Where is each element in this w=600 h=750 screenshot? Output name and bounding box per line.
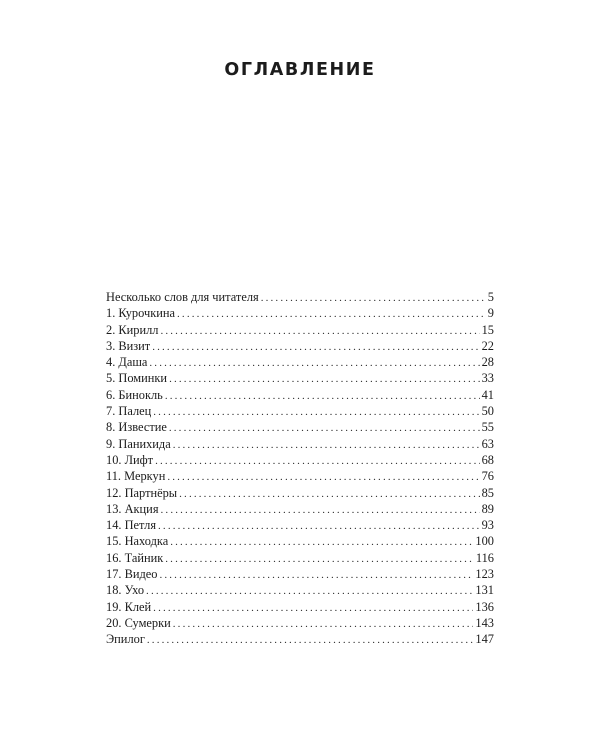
toc-entry [106,370,494,386]
toc-dot-leader [169,420,480,436]
toc-entry-page-number: 15 [481,322,494,337]
toc-dot-leader [177,306,486,322]
toc-entry-page-number: 63 [481,436,494,451]
toc-entry [106,468,494,484]
toc-entry [106,387,494,403]
toc-entry-page-number: 147 [475,632,494,647]
toc-entry-title: 9. Панихида [106,436,171,451]
page-title: ОГЛАВЛЕНИЕ [224,60,376,80]
toc-entry [106,517,494,533]
toc-entry [106,354,494,370]
toc-entry-page-number: 22 [481,338,494,353]
toc-entry-title: 16. Тайник [106,550,164,565]
toc-dot-leader [149,355,479,371]
toc-entry-title: 11. Меркун [106,469,166,484]
toc-entry-title: 12. Партнёры [106,485,178,500]
toc-entry-page-number: 85 [481,485,494,500]
toc-entry [106,322,494,338]
toc-entry-page-number: 68 [481,452,494,467]
toc-entry [106,582,494,598]
toc-dot-leader [173,616,474,632]
toc-entry-page-number: 5 [487,290,494,304]
toc-entry [106,338,494,354]
toc-entry-title: 3. Визит [106,338,151,353]
toc-entry [106,501,494,517]
toc-entry-page-number: 100 [475,534,494,549]
toc-dot-leader [146,583,473,599]
toc-entry-title: 14. Петля [106,518,157,533]
toc-dot-leader [153,404,479,420]
toc-entry [106,289,494,305]
toc-dot-leader [167,469,479,485]
toc-entry [106,550,494,566]
toc-entry-page-number: 41 [481,387,494,402]
table-of-contents [106,289,494,648]
toc-entry [106,566,494,582]
toc-dot-leader [147,632,474,648]
toc-entry [106,436,494,452]
toc-dot-leader [169,371,480,387]
toc-entry-title: 7. Палец [106,404,152,419]
toc-entry-page-number: 9 [487,306,494,321]
toc-entry-title: 6. Бинокль [106,387,163,402]
toc-entry-title: 4. Даша [106,355,148,370]
toc-entry-title: 13. Акция [106,501,159,516]
toc-entry-title: Эпилог [106,632,145,647]
toc-entry-page-number: 131 [475,583,494,598]
toc-entry-page-number: 33 [481,371,494,386]
toc-entry-title: 19. Клей [106,599,152,614]
toc-entry-page-number: 28 [481,355,494,370]
toc-entry [106,599,494,615]
toc-entry [106,631,494,647]
toc-entry-title: 2. Кирилл [106,322,159,337]
toc-dot-leader [179,486,479,502]
toc-dot-leader [165,551,474,567]
toc-entry-page-number: 93 [481,518,494,533]
toc-dot-leader [261,290,486,306]
toc-entry-page-number: 143 [475,615,494,630]
toc-entry [106,452,494,468]
toc-dot-leader [161,502,480,518]
toc-entry [106,615,494,631]
toc-entry-title: 18. Ухо [106,583,145,598]
toc-entry-title: 15. Находка [106,534,169,549]
toc-entry-title: 8. Известие [106,420,167,435]
toc-dot-leader [153,600,473,616]
toc-entry [106,403,494,419]
toc-dot-leader [159,567,473,583]
toc-entry-page-number: 123 [475,567,494,582]
toc-entry-page-number: 55 [481,420,494,435]
toc-entry [106,305,494,321]
toc-entry-title: 1. Курочкина [106,306,176,321]
toc-dot-leader [152,339,479,355]
toc-dot-leader [170,534,473,550]
toc-entry [106,419,494,435]
toc-dot-leader [158,518,480,534]
toc-entry-title: 5. Поминки [106,371,168,386]
toc-entry-title: 17. Видео [106,567,158,582]
toc-dot-leader [155,453,480,469]
toc-entry-page-number: 50 [481,404,494,419]
toc-dot-leader [160,323,479,339]
toc-entry [106,485,494,501]
toc-entry-page-number: 136 [475,599,494,614]
toc-entry-page-number: 116 [475,550,494,565]
toc-dot-leader [173,437,480,453]
toc-entry-title: 10. Лифт [106,452,154,467]
toc-entry-title: 20. Сумерки [106,615,171,630]
toc-dot-leader [165,388,480,404]
toc-entry-title: Несколько слов для читателя [106,290,259,304]
toc-entry [106,533,494,549]
toc-entry-page-number: 89 [481,501,494,516]
toc-entry-page-number: 76 [481,469,494,484]
